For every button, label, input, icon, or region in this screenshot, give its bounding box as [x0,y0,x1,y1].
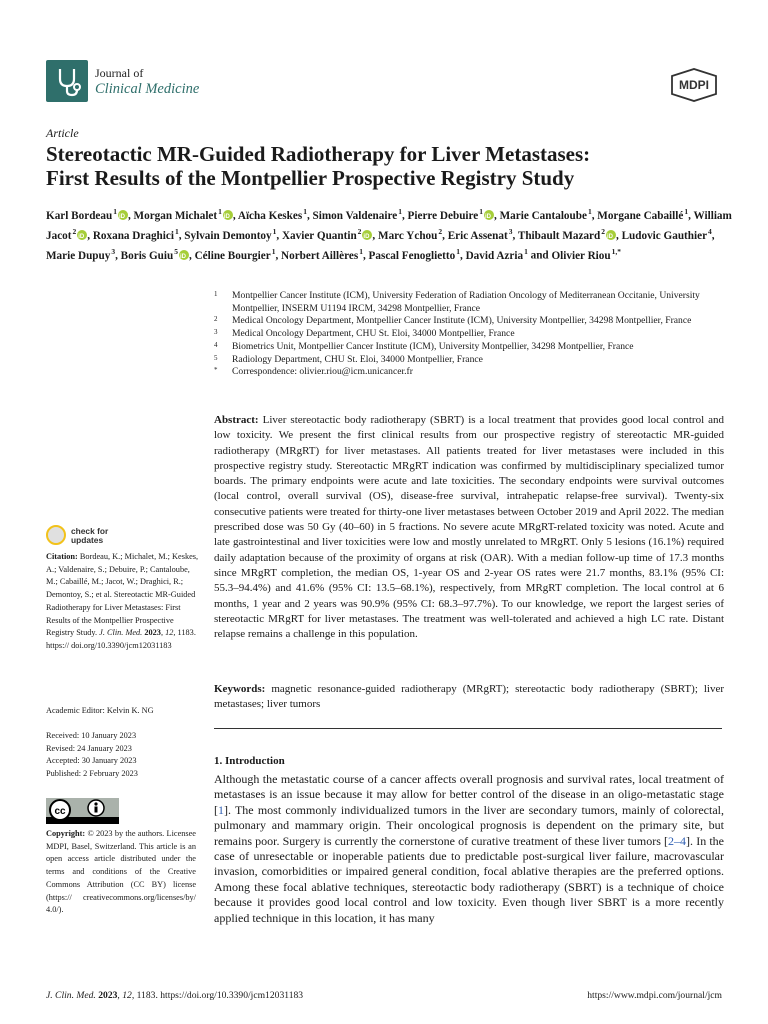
author[interactable] [407,207,494,222]
copyright-text: © 2023 by the authors. Licensee MDPI, Basel, Switzerland. This article is an open access article distributed under the terms and conditions of the Creative Commons Attribution (CC BY) license (https:// creativecommons.org/licenses/by/ 4.0/). [46,829,196,915]
author-name: Thibault Mazard [517,229,601,242]
orcid-icon[interactable] [179,250,189,260]
affiliation-item [210,354,730,367]
publication-dates [46,730,202,781]
author-affiliation-number: 1 [303,207,307,216]
orcid-icon[interactable] [223,210,233,220]
author-affiliation-number: 1 [113,207,117,216]
cc-by-license-badge[interactable] [46,798,119,824]
author-affiliation-number: 1 [479,207,484,216]
author-name: Morgan Michalet [133,209,218,222]
publisher-name: MDPI [679,78,709,92]
citation-year: 2023 [144,628,161,638]
affiliation-number: 4 [214,340,218,349]
orcid-icon[interactable] [118,210,128,220]
article-title [46,142,736,190]
citation-text: Bordeau, K.; Michalet, M.; Keskes, A.; Valdenaire, S.; Debuire, P.; Cantaloube, M.; Cabaillé, M.; Jacot, W.; Draghici, R.; Demontoy, S.; et al. Stereotactic MR-Guided Radiotherapy for Liver Metastases: First Results of the Montpellier Prospective Registry Study. [46,552,199,638]
author-affiliation-number: 2 [438,227,443,237]
author[interactable] [133,207,233,222]
author-name: Marc Ychou [378,229,438,242]
orcid-icon[interactable] [362,230,372,240]
orcid-icon[interactable] [606,230,616,240]
author[interactable] [368,247,460,263]
section-heading: 1. Introduction [214,755,285,767]
author-affiliation-number: 2 [72,227,77,237]
author[interactable] [281,247,363,263]
journal-of-label: Journal of [95,66,144,80]
author-name: Ludovic Gauthier [621,229,708,242]
check-for-updates-button[interactable] [46,525,126,547]
intro-part: ]. The most commonly individualized tumors in the liver are secondary tumors, mainly of colorectal, pulmonary and mammary origin. Their oncological prognosis is dependent on the primary site, but remains poor. Surgery is currently the cornerstone of curative treatment of these liver tumors [ [214,802,724,848]
date-item: Published: 2 February 2023 [46,769,138,779]
article-type: Article [46,126,79,140]
author-name: Olivier Riou [551,250,611,263]
affiliation-item [210,366,730,379]
author[interactable] [378,227,443,242]
author-name: Sylvain Demontoy [184,229,272,242]
author-affiliation-number: 1 [218,207,222,216]
author-name: Aïcha Keskes [237,209,303,222]
author-name: Roxana Draghici [92,229,174,242]
author-name: Céline Bourgier [194,250,271,263]
journal-logo [46,60,88,102]
keywords-label: Keywords: [214,683,266,695]
affiliation-item [210,328,730,341]
title-line-1: Stereotactic MR-Guided Radiotherapy for Liver Metastases: [46,142,591,166]
author[interactable] [194,247,276,263]
author-affiliation-number: 2 [357,227,362,237]
intro-part: Although the metastatic course of a cancer affects overall prognosis and survival rates, local treatment of metastases is an issue because it may allow for better control of the disease in an oligo-metastatic stage [ [214,772,724,817]
author[interactable] [465,247,528,263]
author[interactable] [184,227,277,242]
keywords-text: magnetic resonance-guided radiotherapy (MRgRT); stereotactic body radiotherapy (SBRT); liver metastases; liver tumors [214,683,725,711]
affiliation-text: Correspondence: olivier.riou@icm.unicancer.fr [232,366,413,378]
author-affiliation-number: 3 [111,247,116,257]
author-affiliation-number: 1 [456,247,460,257]
affiliation-number: 1 [214,290,218,298]
author[interactable] [551,247,621,263]
affiliations [210,290,730,379]
footer-journal: J. Clin. Med. [46,990,96,1001]
footer-doi-link[interactable]: , 1183. https://doi.org/10.3390/jcm12031183 [131,990,304,1001]
author-name: Simon Valdenaire [312,209,398,222]
affiliation-item [210,290,730,315]
date-item: Accepted: 30 January 2023 [46,756,137,766]
author[interactable] [499,207,592,222]
author-affiliation-number: 1 [684,207,689,216]
author-affiliation-number: 4 [708,227,712,237]
author-affiliation-number: 1,* [611,247,621,257]
journal-name [95,66,199,97]
copyright-block [46,828,196,917]
footer-journal-url[interactable]: https://www.mdpi.com/journal/jcm [587,990,722,1001]
academic-editor: Academic Editor: Kelvin K. NG [46,706,154,715]
citation-link[interactable]: 1 [218,802,224,817]
affiliation-item [210,315,730,328]
author-name: Marie Cantaloube [499,209,587,222]
section-divider [214,728,722,729]
copyright-label: Copyright: [46,829,86,838]
author-name: William Jacot [46,209,732,242]
citation-journal: J. Clin. Med. [99,628,143,638]
author-affiliation-number: 1 [524,247,528,257]
footer-citation: J. Clin. Med. 2023, 12, 1183. https://doi.org/10.3390/jcm12031183 [46,990,304,1001]
author-affiliation-number: 1 [398,207,402,216]
footer-year: 2023 [98,990,118,1001]
footer-volume: 12 [122,990,132,1001]
citation-block: Citation: Bordeau, K.; Michalet, M.; Keskes, A.; Valdenaire, S.; Debuire, P.; Cantaloube, M.; Cabaillé, M.; Jacot, W.; Draghici, R.; Demontoy, S.; et al. Stereotactic MR-Guided Radiotherapy for Liver Metastases: First Results of the Montpellier Prospective Registry Study. J. Clin. Med. 2023, 12, 1183. https:// doi.org/10.3390/jcm12031183 [46,552,199,650]
author-affiliation-number: 1 [587,207,592,216]
affiliation-text: Radiology Department, CHU St. Eloi, 34000 Montpellier, France [232,353,483,365]
affiliation-text: Medical Oncology Department, CHU St. Eloi, 34000 Montpellier, France [232,328,515,340]
abstract-text: Liver stereotactic body radiotherapy (SBRT) is a local treatment that provides good local control and low toxicity. We present the first clinical results from our prospective registry of stereotactic MR-guided radiotherapy (MRgRT) for liver metastases. All patients treated for liver metastases were included in this prospective registry study. Stereotactic MRgRT indication was confirmed by multidisciplinary specialized tumor boards. The primary endpoints were acute and late toxicities. The secondary endpoints were survival outcomes (local control, overall survival (OS), disease-free survival, intrahepatic relapse-free survival). Twenty-six consecutive patients were treated for thirty-one liver metastases between October 2019 and April 2022. The median prescribed dose was 50 Gy (40–60) in 5 fractions. No severe acute MRgRT-related toxicity was noted. Acute and late gastrointestinal and liver toxicities were low and mostly unrelated to MRgRT. Only 5 lesions (16.1%) required daily adaptation because of the proximity of organs at risk (OAR). With a median follow-up time of 17.3 months since MRgRT completion, the median OS, 1-year OS and 2-year OS rates were 21.7 months, 83.1% (95% CI: 55.3–94.4%) and 41.6% (95% CI: 13.5–68.1%), respectively, from MRgRT completion. The local control at 6 months, 1 year and 2 years was 90.9% (95% CI: 68.3–97.7%). To our knowledge, we report the largest series of stereotactic MRgRT for liver metastases. The treatment was well-tolerated and achieved a high LC rate. Distant relapse remains a challenge in this population. [214,414,725,641]
citation-link[interactable]: 2–4 [668,833,687,848]
date-item: Revised: 24 January 2023 [46,743,132,753]
author-name: Norbert Aillères [281,250,359,263]
abstract [214,413,724,642]
author[interactable] [447,227,513,242]
author-name: Karl Bordeau [46,209,113,222]
affiliation-number: 2 [214,315,218,324]
author[interactable] [237,207,307,222]
citation-volume: 12 [165,628,174,638]
affiliation-number: 5 [214,353,218,362]
author-affiliation-number: 1 [271,247,276,257]
author-name: David Azria [465,250,524,263]
author-name: Marie Dupuy [46,250,111,263]
orcid-icon[interactable] [484,210,494,220]
affiliation-text: Biometrics Unit, Montpellier Cancer Institute (ICM), University Montpellier, 34298 Montpellier, France [232,340,634,352]
orcid-icon[interactable] [77,230,87,240]
author[interactable] [120,247,189,263]
affiliation-text: Montpellier Cancer Institute (ICM), University Federation of Radiation Oncology of Mediterranean Occitanie, University Montpellier, INSERM U1194 IRCM, 34298 Montpellier, France [232,290,700,314]
intro-part: ]. In the case of unresectable or inoperable patients due to predictable post-surgical liver failure, macrovascular invasion, comorbidities or impaired general condition, focal ablative therapies are the preferred options. Among these focal ablative techniques, stereotactic body radiotherapy (SBRT) is a technique of choice because it provides good local control and low toxicity. Even though liver SBRT is a more recently applied technique in this location, it has many [214,833,724,925]
abstract-label: Abstract: [214,414,259,426]
title-line-2: First Results of the Montpellier Prospective Registry Study [46,166,575,190]
author-affiliation-number: 5 [174,247,178,257]
author-list: Karl Bordeau$^1$iD , Morgan Michalet$^1$iD , Aïcha Keskes$^1$, Simon Valdenaire$^1$, Pierre Debuire$^1$iD , Marie Cantaloube$^1$, Morgane Cabaillé$^1$, William Jacot$^2$iD , Roxana Draghici$^1$, Sylvain Demontoy$^1$, Xavier Quantin$^2$iD , Marc Ychou$^2$, Eric Assenat$^3$, Thibault Mazard$^2$iD , Ludovic Gauthier$^4$, Marie Dupuy$^3$, Boris Guiu$^5$iD , Céline Bourgier$^1$, Norbert Aillères$^1$, Pascal Fenoglietto$^1$, David Azria$^1$ and Olivier Riou$^{1,*}$ [46,204,736,264]
keywords [214,682,724,713]
author-affiliation-number: 2 [601,227,605,237]
mdpi-logo [666,68,722,102]
check-updates-line: check for [71,526,109,536]
author-name: Pierre Debuire [407,209,479,222]
author-name: Xavier Quantin [281,229,357,242]
affiliation-text: Medical Oncology Department, Montpellier Cancer Institute (ICM), University Montpellier, 34298 Montpellier, France [232,315,692,327]
svg-text:cc: cc [54,806,66,817]
author-affiliation-number: 1 [174,227,179,237]
author[interactable] [312,207,402,222]
affiliation-number: 3 [214,328,218,337]
journal-title: Clinical Medicine [95,81,200,97]
check-updates-icon [46,525,66,545]
citation-label: Citation: [46,552,78,561]
author[interactable] [597,207,689,222]
date-item: Received: 10 January 2023 [46,731,137,740]
author-affiliation-number: 1 [272,227,277,237]
check-updates-text [71,527,108,545]
author[interactable] [621,227,712,242]
author-name: Boris Guiu [120,250,174,263]
introduction-text [214,772,724,926]
author-affiliation-number: 1 [359,247,363,257]
author[interactable] [92,227,179,242]
author-affiliation-number: 3 [508,227,513,237]
affiliation-item [210,341,730,354]
stethoscope-icon [46,60,88,102]
author[interactable] [517,227,616,242]
citation-doi[interactable]: , 1183. https:// doi.org/10.3390/jcm12031183 [46,628,196,650]
check-updates-line: updates [71,535,104,545]
author[interactable] [281,227,372,242]
author-name: Eric Assenat [447,229,508,242]
author[interactable] [46,247,116,263]
author[interactable] [46,207,128,222]
author-name: Morgane Cabaillé [597,209,684,222]
affiliation-number: * [214,366,218,375]
author-name: Pascal Fenoglietto [368,250,456,263]
